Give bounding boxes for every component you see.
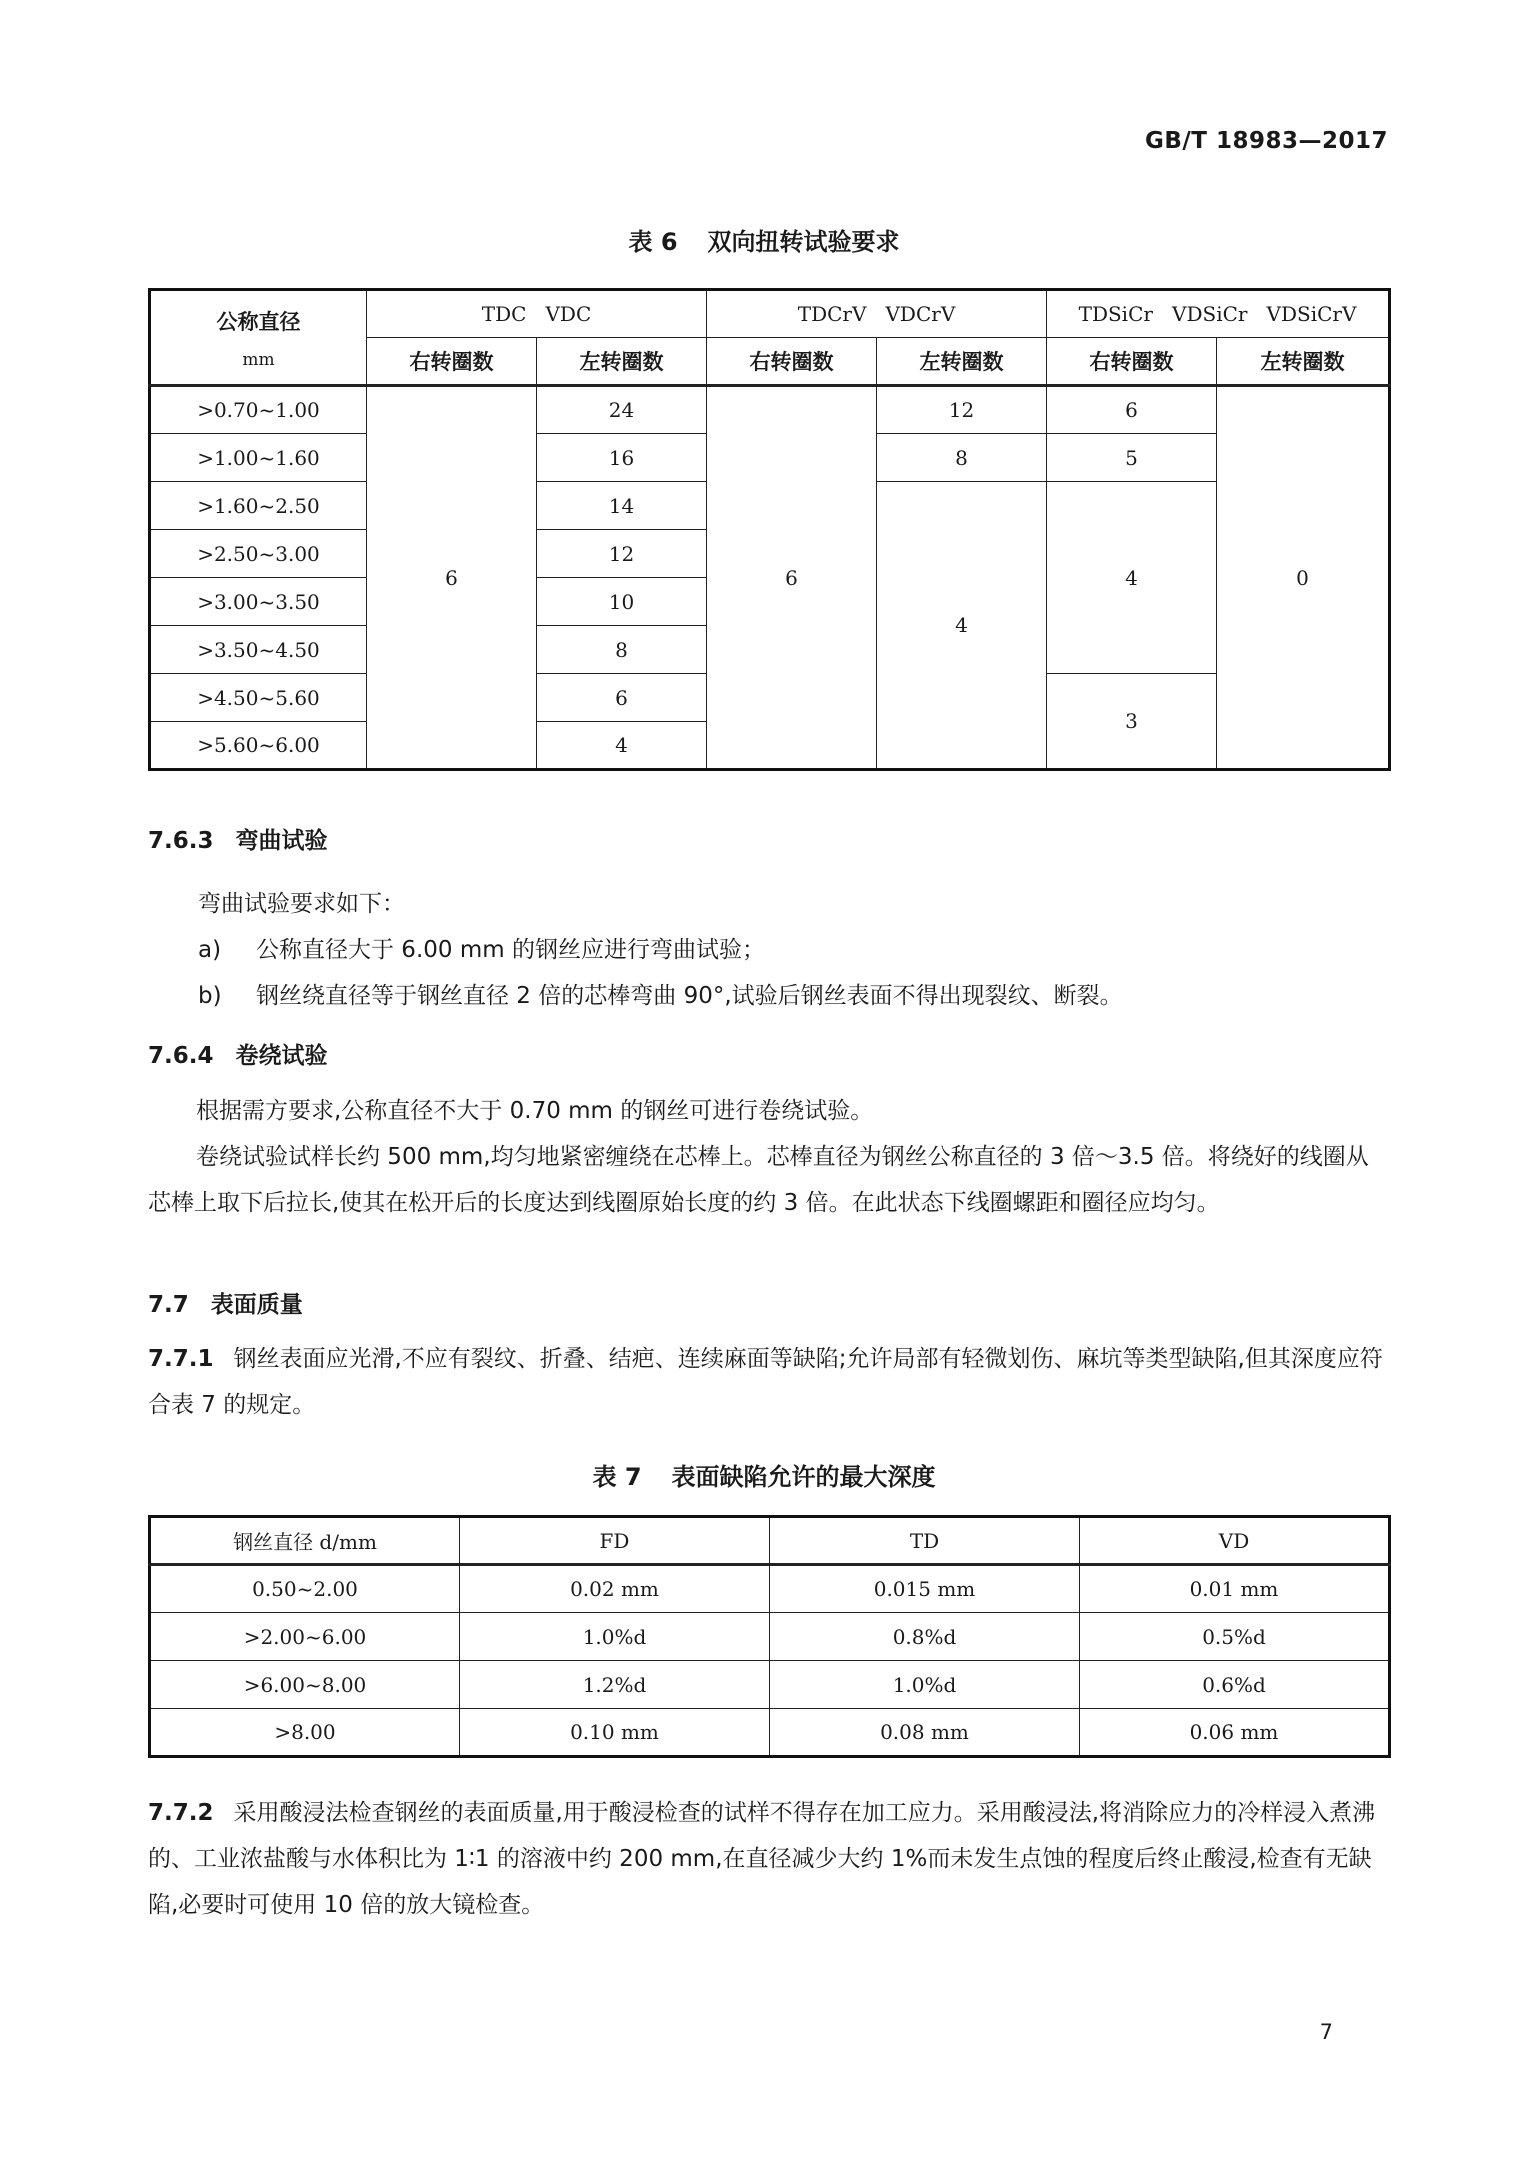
table6-title: 双向扭转试验要求 [707, 228, 900, 256]
table7-cell: 1.0%d [460, 1613, 770, 1661]
subheader: 右转圈数 [367, 338, 537, 386]
diameter-cell: >5.60~6.00 [150, 722, 367, 770]
g2-left-cell: 8 [877, 434, 1047, 482]
subheader: 左转圈数 [537, 338, 707, 386]
table-row [150, 1565, 1390, 1613]
g1-left-cell: 8 [537, 626, 707, 674]
table6-caption [0, 222, 1528, 257]
diameter-cell: >1.60~2.50 [150, 482, 367, 530]
section-7-6-3-heading: 7.6.3 弯曲试验 [148, 828, 328, 854]
page-number: 7 [1319, 2020, 1333, 2044]
g3-right-cell: 5 [1047, 434, 1217, 482]
table7-cell: 1.2%d [460, 1661, 770, 1709]
g3-right-cell: 4 [1047, 482, 1217, 674]
section-7-7-1: 7.7.1 钢丝表面应光滑,不应有裂纹、折叠、结疤、连续麻面等缺陷;允许局部有轻微划伤、麻坑等类型缺陷,但其深度应符合表 7 的规定。 [148, 1346, 1383, 1418]
paragraph: 卷绕试验试样长约 500 mm,均匀地紧密缠绕在芯棒上。芯棒直径为钢丝公称直径的 3 倍～3.5 倍。将绕好的线圈从芯棒上取下后拉长,使其在松开后的长度达到线圈原始长度的约 3 倍。在此状态下线圈螺距和圈径应均匀。 [148, 1144, 1369, 1216]
subheader: 左转圈数 [1217, 338, 1390, 386]
g1-left-cell: 6 [537, 674, 707, 722]
g1-left-cell: 16 [537, 434, 707, 482]
table7-cell: 0.5%d [1080, 1613, 1390, 1661]
table7-cell: 1.0%d [770, 1661, 1080, 1709]
table7-number: 表 7 [592, 1463, 642, 1491]
g1-right-cell: 6 [367, 386, 537, 770]
g1-left-cell: 4 [537, 722, 707, 770]
diameter-cell: >1.00~1.60 [150, 434, 367, 482]
g3-right-cell: 3 [1047, 674, 1217, 770]
g1-left-cell: 12 [537, 530, 707, 578]
subheader: 右转圈数 [1047, 338, 1217, 386]
diameter-cell: >3.50~4.50 [150, 626, 367, 674]
section-7-7-2: 7.7.2 采用酸浸法检查钢丝的表面质量,用于酸浸检查的试样不得存在加工应力。采用酸浸法,将消除应力的冷样浸入煮沸的、工业浓盐酸与水体积比为 1∶1 的溶液中约 200 mm,在直径减少大约 1%而未发生点蚀的程度后终止酸浸,检查有无缺陷,必要时可使用 10 倍的放大镜检查。 [148, 1800, 1376, 1918]
table7-cell: 0.06 mm [1080, 1709, 1390, 1757]
table7-cell: >2.00~6.00 [150, 1613, 460, 1661]
g2-left-cell: 12 [877, 386, 1047, 434]
list-item: a) 公称直径大于 6.00 mm 的钢丝应进行弯曲试验； [198, 937, 765, 963]
list-item: b) 钢丝绕直径等于钢丝直径 2 倍的芯棒弯曲 90°,试验后钢丝表面不得出现裂纹、断裂。 [198, 983, 1123, 1009]
paragraph: 根据需方要求,公称直径不大于 0.70 mm 的钢丝可进行卷绕试验。 [196, 1098, 874, 1124]
g3-right-cell: 6 [1047, 386, 1217, 434]
subheader: 右转圈数 [707, 338, 877, 386]
table7-cell: 0.015 mm [770, 1565, 1080, 1613]
table7-header: TD [770, 1517, 1080, 1565]
table-row [150, 1661, 1390, 1709]
standard-number: GB/T 18983—2017 [1144, 128, 1388, 154]
g3-left-cell: 0 [1217, 386, 1390, 770]
group-header-tdsicr: TDSiCr VDSiCr VDSiCrV [1047, 290, 1390, 338]
table7-caption [0, 1457, 1528, 1492]
table7-cell: 0.08 mm [770, 1709, 1080, 1757]
table7-title: 表面缺陷允许的最大深度 [671, 1463, 936, 1491]
table7-cell: 0.50~2.00 [150, 1565, 460, 1613]
table7 [148, 1515, 1391, 1758]
group-header-tdcrv: TDCrV VDCrV [707, 290, 1047, 338]
diameter-header: 公称直径 mm [150, 290, 367, 386]
g2-left-cell: 4 [877, 482, 1047, 770]
section-7-7-heading: 7.7 表面质量 [148, 1292, 303, 1318]
group-header-tdc: TDC VDC [367, 290, 707, 338]
table7-cell: 0.10 mm [460, 1709, 770, 1757]
section-7-6-4-heading: 7.6.4 卷绕试验 [148, 1043, 328, 1069]
table7-cell: 0.8%d [770, 1613, 1080, 1661]
table7-cell: >8.00 [150, 1709, 460, 1757]
diameter-cell: >4.50~5.60 [150, 674, 367, 722]
g1-left-cell: 14 [537, 482, 707, 530]
table6-number: 表 6 [628, 228, 678, 256]
bend-intro: 弯曲试验要求如下： [198, 891, 405, 917]
diameter-cell: >3.00~3.50 [150, 578, 367, 626]
table6 [148, 288, 1391, 771]
diameter-cell: >0.70~1.00 [150, 386, 367, 434]
table-row [150, 1709, 1390, 1757]
table-row [150, 1613, 1390, 1661]
g2-right-cell: 6 [707, 386, 877, 770]
table7-header: FD [460, 1517, 770, 1565]
diameter-cell: >2.50~3.00 [150, 530, 367, 578]
g1-left-cell: 24 [537, 386, 707, 434]
g1-left-cell: 10 [537, 578, 707, 626]
table7-cell: >6.00~8.00 [150, 1661, 460, 1709]
table7-header: VD [1080, 1517, 1390, 1565]
table7-cell: 0.6%d [1080, 1661, 1390, 1709]
table7-header: 钢丝直径 d/mm [150, 1517, 460, 1565]
table7-cell: 0.02 mm [460, 1565, 770, 1613]
subheader: 左转圈数 [877, 338, 1047, 386]
table7-cell: 0.01 mm [1080, 1565, 1390, 1613]
